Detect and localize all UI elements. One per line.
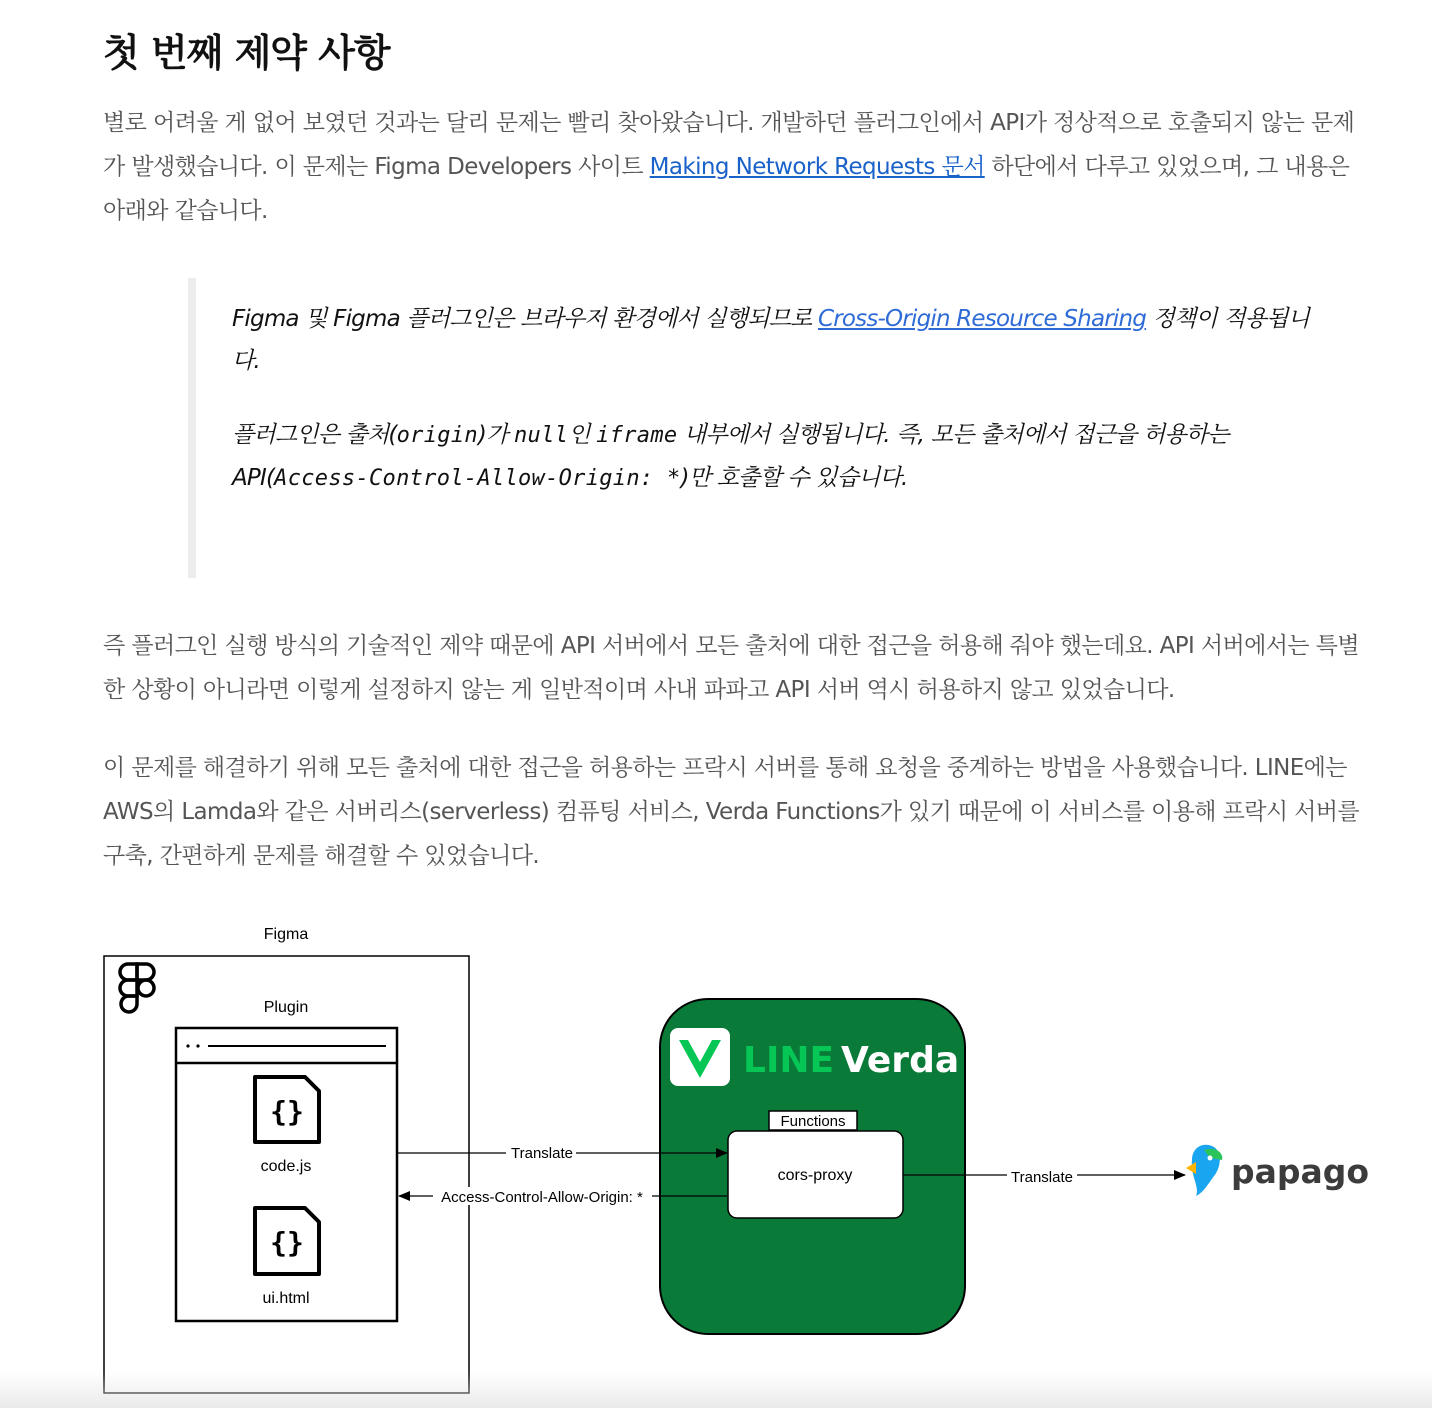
figma-label: Figma	[263, 926, 309, 943]
code-null: null	[514, 423, 569, 448]
section-heading: 첫 번째 제약 사항	[103, 31, 390, 75]
acao-response-label: Access-Control-Allow-Origin: *	[441, 1189, 643, 1206]
making-network-requests-link[interactable]: Making Network Requests 문서	[649, 154, 985, 180]
plugin-label: Plugin	[263, 999, 309, 1016]
verda-logo-icon	[670, 1028, 730, 1086]
ui-file-icon	[255, 1208, 319, 1274]
svg-text:{}: {}	[270, 1095, 304, 1128]
svg-text:{}: {}	[270, 1226, 304, 1259]
translate-request-label: Translate	[511, 1145, 573, 1162]
cors-proxy-label: cors-proxy	[777, 1167, 853, 1184]
code-file-icon	[255, 1077, 319, 1142]
quote-text: )가	[477, 422, 515, 448]
scroll-fade	[0, 1372, 1432, 1408]
functions-label: Functions	[780, 1113, 846, 1130]
verda-line-text: LINE	[743, 1040, 835, 1081]
intro-text-before: 별로 어려울 게 없어 보였던 것과는 달리 문제는 빨리 찾아왔습니다. 개발하던 플러그인에서 API가 정상적으로 호출되지 않는 문제가 발생했습니다. 이 문제는 Figma Developers 사이트	[103, 110, 1355, 180]
solution-paragraph: 이 문제를 해결하기 위해 모든 출처에 대한 접근을 허용하는 프락시 서버를 통해 요청을 중계하는 방법을 사용했습니다. LINE에는 AWS의 Lamda와 같은 서버리스(serverless) 컴퓨팅 서비스, Verda Functions가 있기 때문에 이 서비스를 이용해 프락시 서버를 구축, 간편하게 문제를 해결할 수 있었습니다.	[103, 755, 1360, 869]
ui-html-label: ui.html	[262, 1290, 310, 1307]
code-js-label: code.js	[260, 1158, 312, 1175]
quote-text: 플러그인은 출처(	[232, 422, 397, 448]
translate-papago-label: Translate	[1011, 1169, 1073, 1186]
papago-parrot-icon	[1186, 1145, 1222, 1196]
explanation-paragraph: 즉 플러그인 실행 방식의 기술적인 제약 때문에 API 서버에서 모든 출처에 대한 접근을 허용해 줘야 했는데요. API 서버에서는 특별한 상황이 아니라면 이렇게 설정하지 않는 게 일반적이며 사내 파파고 API 서버 역시 허용하지 않고 있었습니다.	[103, 633, 1359, 703]
papago-logo-text: papago	[1231, 1152, 1370, 1191]
quote-text: 인	[568, 422, 597, 448]
intro-text-after: 하단에서 다루고 있었으며, 그 내용은 아래와 같습니다.	[103, 154, 1350, 224]
verda-name-text: Verda	[841, 1040, 960, 1081]
quote-text: )만 호출할 수 있습니다.	[680, 465, 908, 491]
cors-link[interactable]: Cross-Origin Resource Sharing	[817, 306, 1147, 332]
quote-text: Figma 및 Figma 플러그인은 브라우저 환경에서 실행되므로	[232, 306, 818, 332]
quote-text: 내부에서 실행됩니다. 즉, 모든 출처에서 접근을 허용하는 API(	[232, 422, 1229, 491]
code-origin: origin	[396, 423, 478, 448]
code-iframe: iframe	[596, 423, 678, 448]
quote-text: 정책이 적용됩니다.	[232, 306, 1310, 374]
code-acao-header: Access-Control-Allow-Origin: *	[274, 466, 681, 491]
